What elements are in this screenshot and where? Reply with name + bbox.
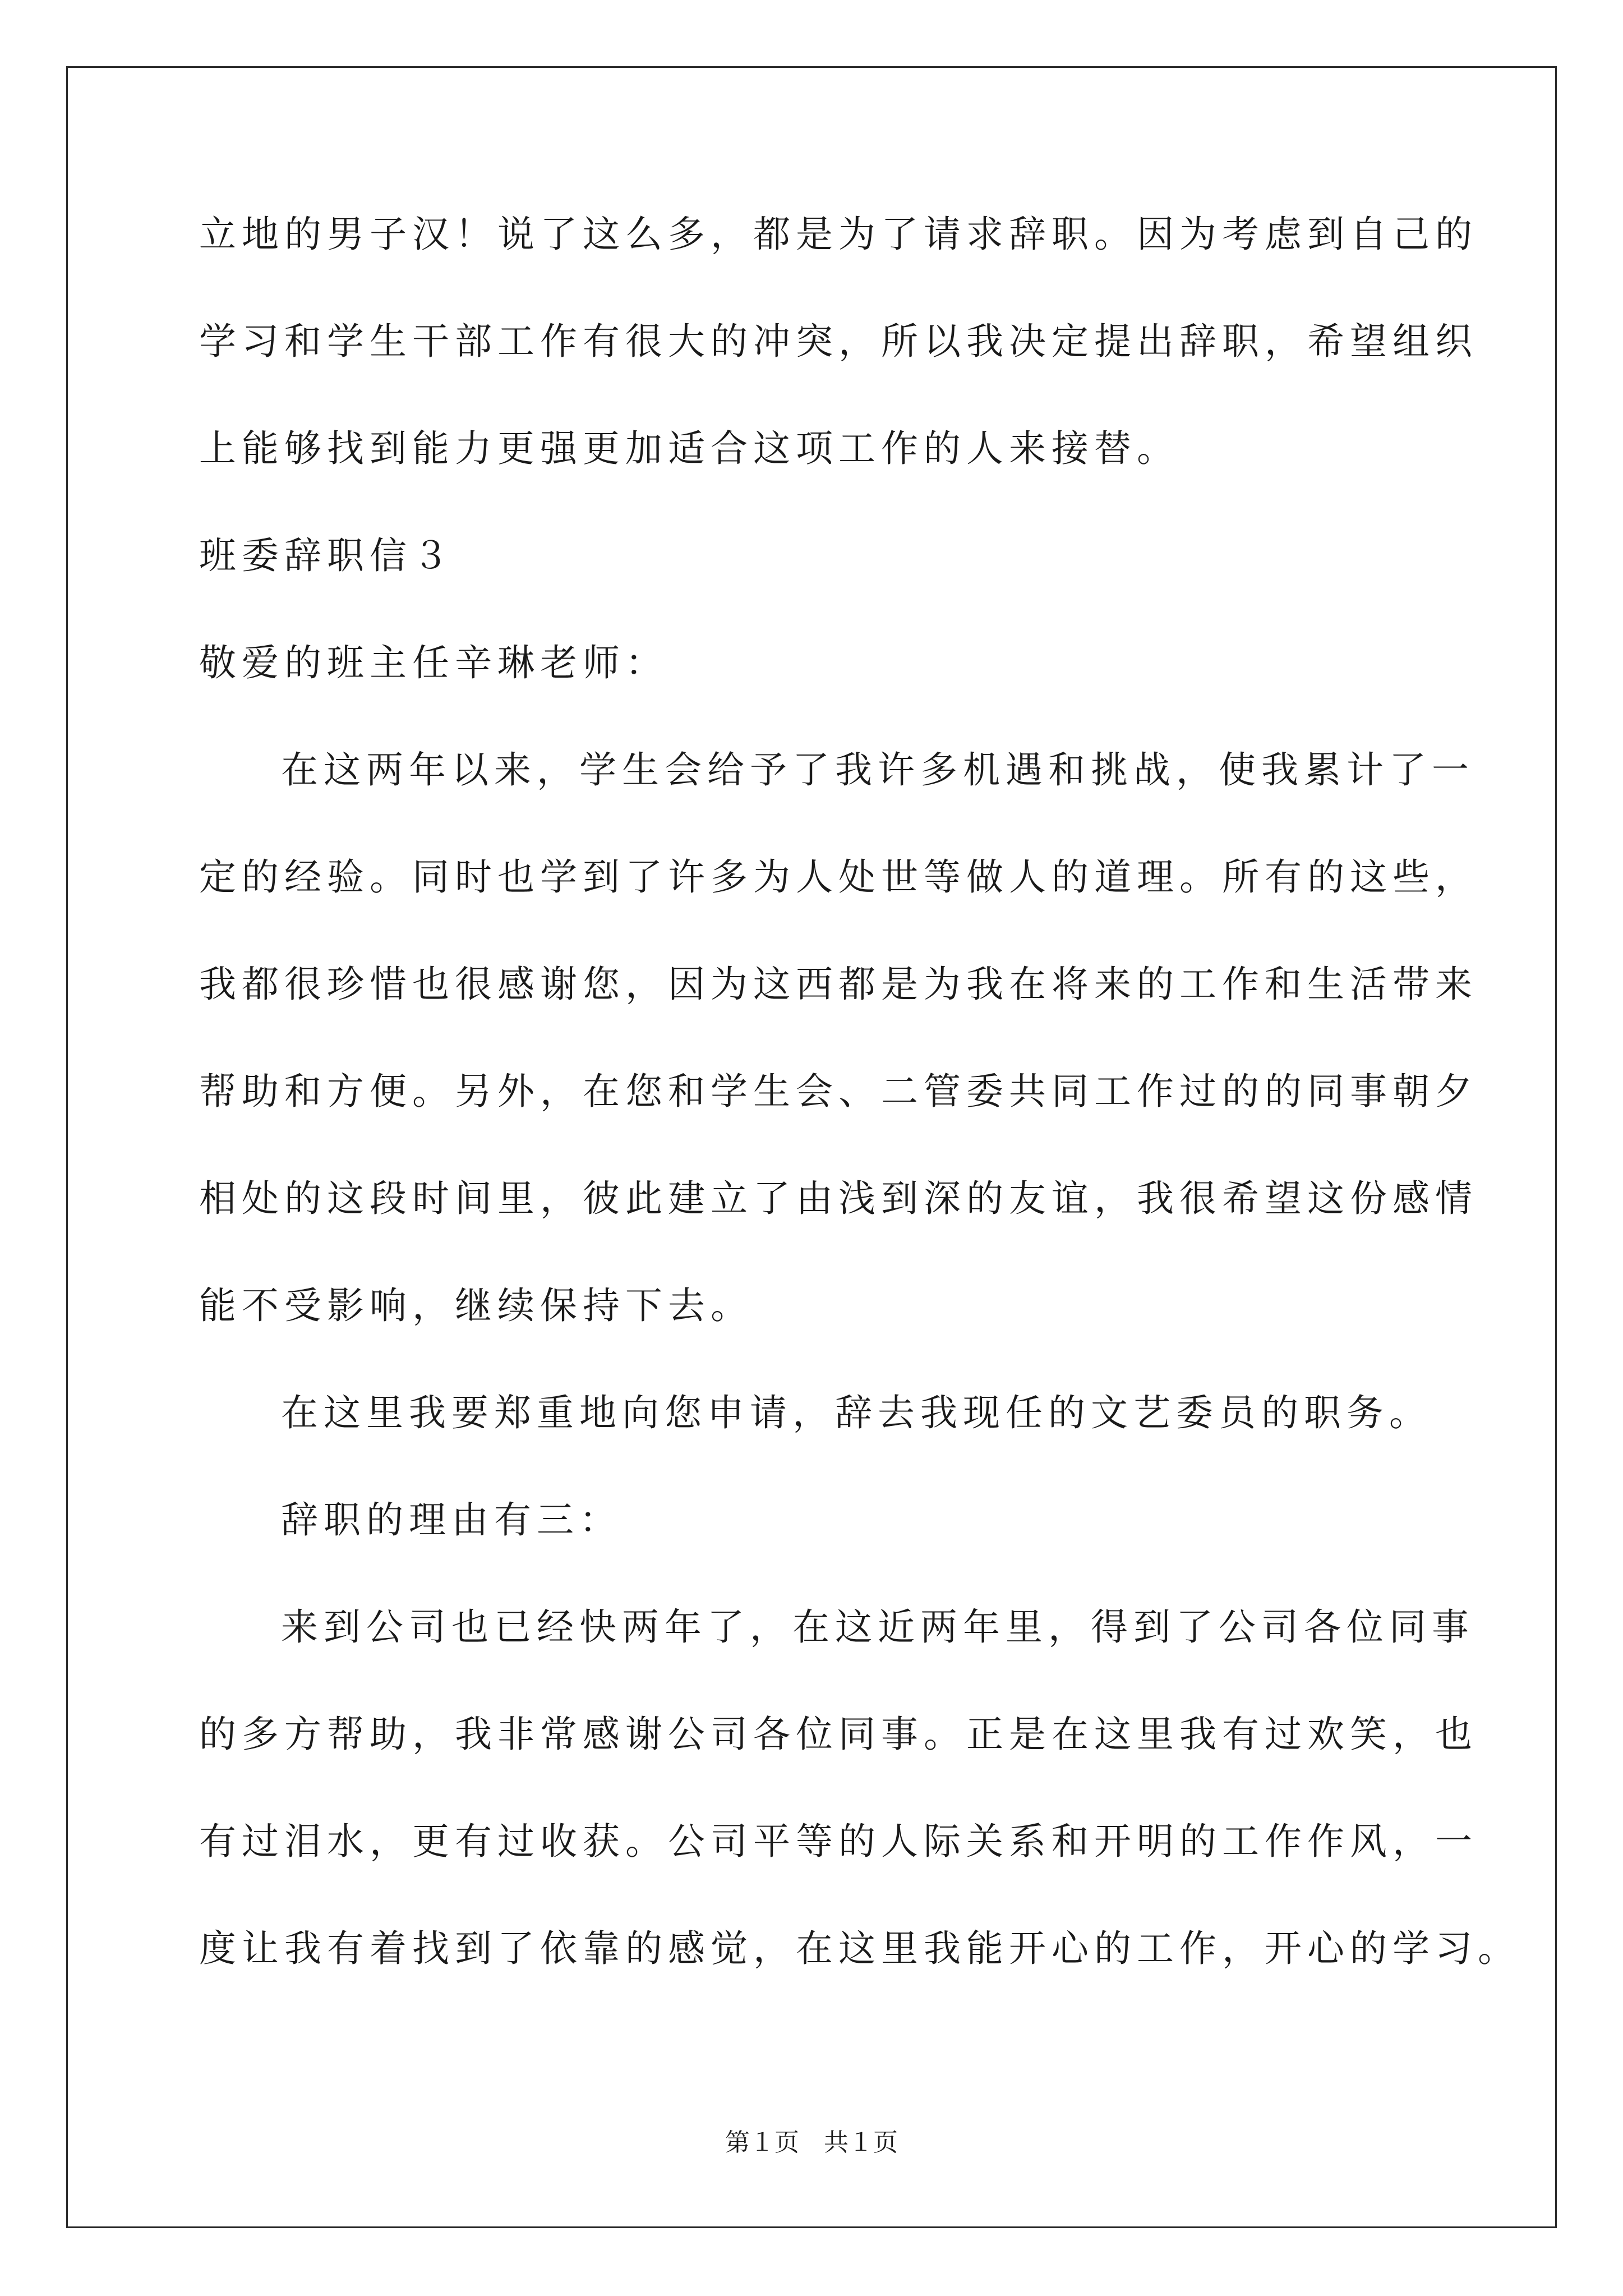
page-number: 第１页 共１页 bbox=[725, 2128, 898, 2157]
text-line: 能不受影响，继续保持下去。 bbox=[199, 1284, 753, 1327]
text-line: 有过泪水，更有过收获。公司平等的人际关系和开明的工作作风，一 bbox=[199, 1820, 1478, 1863]
text-line: 学习和学生干部工作有很大的冲突，所以我决定提出辞职，希望组织 bbox=[199, 320, 1478, 363]
salutation: 敬爱的班主任辛琳老师： bbox=[199, 641, 668, 684]
text-line: 上能够找到能力更强更加适合这项工作的人来接替。 bbox=[199, 427, 1179, 470]
text-line: 在这里我要郑重地向您申请，辞去我现任的文艺委员的职务。 bbox=[281, 1391, 1432, 1434]
text-line: 我都很珍惜也很感谢您，因为这西都是为我在将来的工作和生活带来 bbox=[199, 963, 1478, 1006]
text-line: 的多方帮助，我非常感谢公司各位同事。正是在这里我有过欢笑，也 bbox=[199, 1713, 1478, 1756]
text-line: 度让我有着找到了依靠的感觉，在这里我能开心的工作，开心的学习。 bbox=[199, 1927, 1520, 1970]
section-title: 班委辞职信３ bbox=[199, 534, 455, 577]
text-line: 辞职的理由有三： bbox=[281, 1498, 622, 1542]
text-line: 立地的男子汉！说了这么多，都是为了请求辞职。因为考虑到自己的 bbox=[199, 213, 1478, 256]
text-line: 相处的这段时间里，彼此建立了由浅到深的友谊，我很希望这份感情 bbox=[199, 1177, 1478, 1220]
text-line: 定的经验。同时也学到了许多为人处世等做人的道理。所有的这些， bbox=[199, 855, 1478, 899]
text-line: 来到公司也已经快两年了，在这近两年里，得到了公司各位同事 bbox=[281, 1605, 1474, 1649]
text-line: 在这两年以来，学生会给予了我许多机遇和挑战，使我累计了一 bbox=[281, 748, 1474, 792]
text-line: 帮助和方便。另外，在您和学生会、二管委共同工作过的的同事朝夕 bbox=[199, 1070, 1478, 1113]
page-border bbox=[66, 66, 1557, 2228]
